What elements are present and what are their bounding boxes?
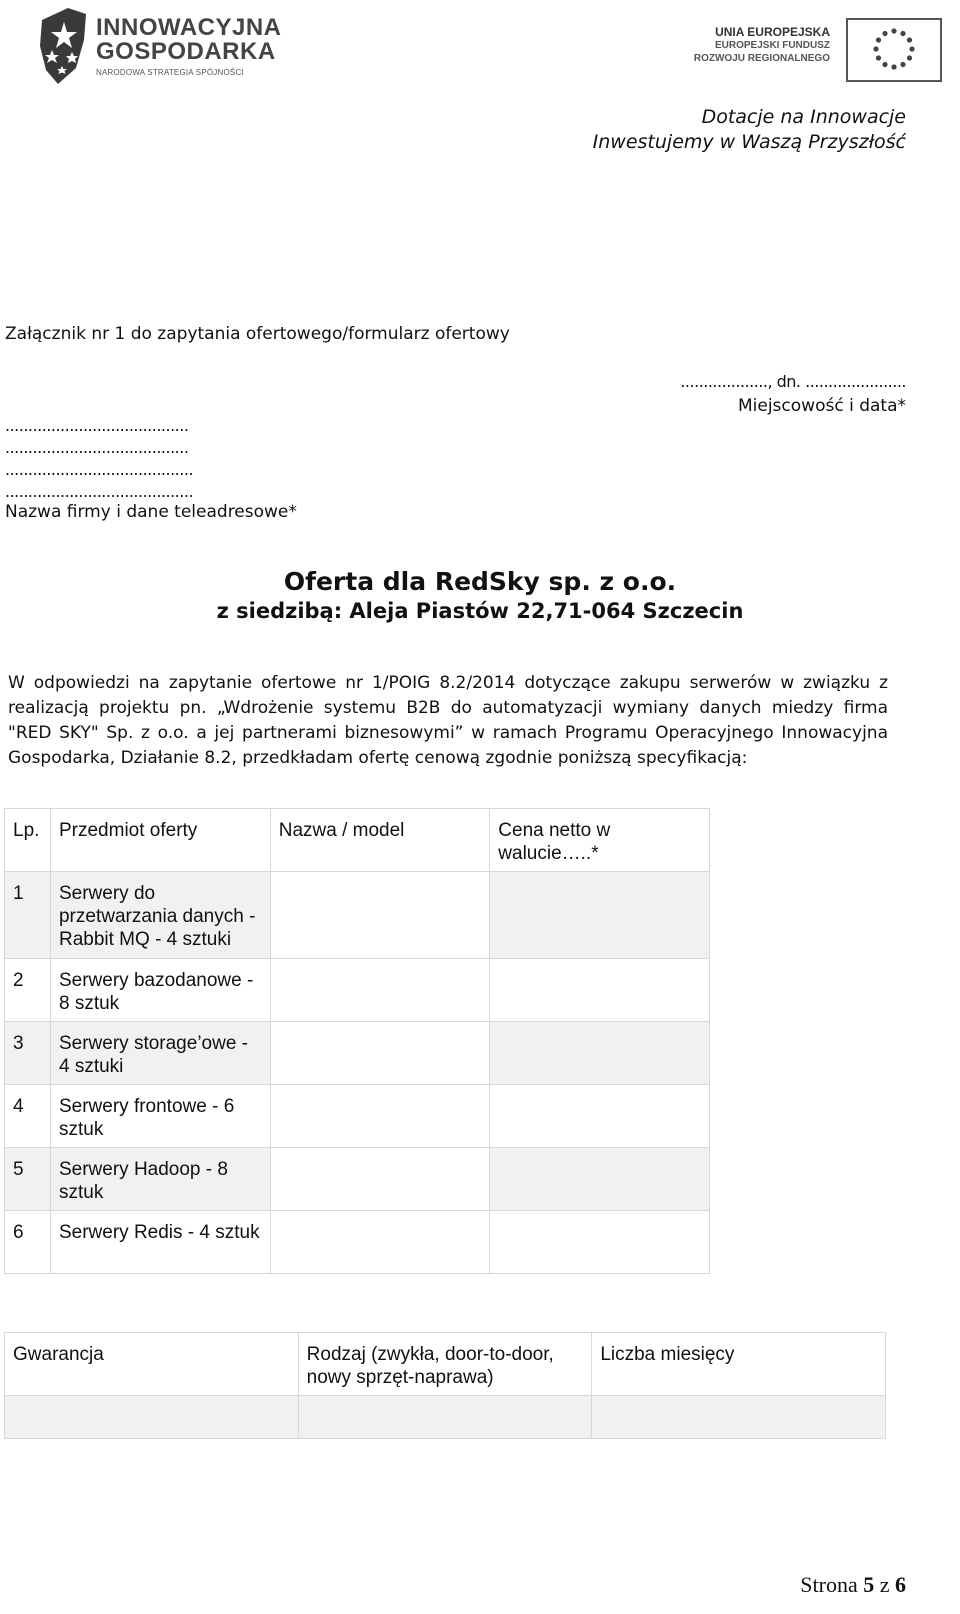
table-row bbox=[5, 1148, 710, 1211]
row-model[interactable] bbox=[270, 1022, 490, 1085]
intro-paragraph bbox=[8, 671, 888, 771]
spec-table bbox=[4, 808, 710, 1274]
intro-line-4: Gospodarka, Działanie 8.2, przedkładam ofertę cenową zgodnie poniższą specyfikacją: bbox=[8, 748, 748, 768]
row-price[interactable] bbox=[490, 1022, 710, 1085]
row-item: Serwery Hadoop - 8 sztuk bbox=[50, 1148, 270, 1211]
row-lp: 5 bbox=[5, 1148, 51, 1211]
row-model[interactable] bbox=[270, 959, 490, 1022]
intro-line-2: realizacją projektu pn. „Wdrożenie systemu B2B do automatyzacji wymiany danych miedzy firma bbox=[8, 698, 888, 718]
row-price[interactable] bbox=[490, 872, 710, 959]
spec-header-row bbox=[5, 809, 710, 872]
table-row bbox=[5, 872, 710, 959]
warranty-type-cell[interactable] bbox=[298, 1396, 592, 1439]
offer-title: Oferta dla RedSky sp. z o.o. bbox=[283, 567, 677, 596]
page-number bbox=[800, 1572, 906, 1598]
logo-left-line2: GOSPODARKA bbox=[96, 38, 276, 65]
warranty-header-row bbox=[5, 1333, 886, 1396]
slogan-line2: Inwestujemy w Waszą Przyszłość bbox=[592, 131, 906, 153]
company-dots-2: ........................................ bbox=[5, 438, 189, 457]
row-model[interactable] bbox=[270, 1211, 490, 1274]
header-type: Rodzaj (zwykła, door-to-door, nowy sprzęt-naprawa) bbox=[298, 1333, 592, 1396]
slogan-line1: Dotacje na Innowacje bbox=[701, 106, 906, 128]
table-row bbox=[5, 1211, 710, 1274]
table-row bbox=[5, 959, 710, 1022]
row-item: Serwery bazodanowe - 8 sztuk bbox=[50, 959, 270, 1022]
header-lp: Lp. bbox=[5, 809, 51, 872]
attachment-title: Załącznik nr 1 do zapytania ofertowego/formularz ofertowy bbox=[5, 324, 510, 344]
page-total: 6 bbox=[895, 1572, 906, 1597]
row-model[interactable] bbox=[270, 1148, 490, 1211]
row-lp: 4 bbox=[5, 1085, 51, 1148]
page-sep: z bbox=[879, 1572, 890, 1597]
page-current: 5 bbox=[863, 1572, 875, 1597]
row-lp: 2 bbox=[5, 959, 51, 1022]
row-price[interactable] bbox=[490, 1085, 710, 1148]
row-price[interactable] bbox=[490, 1211, 710, 1274]
row-price[interactable] bbox=[490, 959, 710, 1022]
row-item: Serwery do przetwarzania danych - Rabbit MQ - 4 sztuki bbox=[50, 872, 270, 959]
logo-right-line1: UNIA EUROPEJSKA bbox=[715, 25, 830, 39]
row-item: Serwery storage’owe - 4 sztuki bbox=[50, 1022, 270, 1085]
innowacyjna-gospodarka-logo bbox=[38, 6, 288, 86]
header-model: Nazwa / model bbox=[270, 809, 490, 872]
table-row bbox=[5, 1085, 710, 1148]
row-item: Serwery Redis - 4 sztuk bbox=[50, 1211, 270, 1274]
company-dots-1: ........................................ bbox=[5, 416, 189, 435]
company-label: Nazwa firmy i dane teleadresowe* bbox=[5, 502, 297, 522]
table-row bbox=[5, 1396, 886, 1439]
offer-subtitle: z siedzibą: Aleja Piastów 22,71-064 Szczecin bbox=[216, 599, 744, 623]
row-item: Serwery frontowe - 6 sztuk bbox=[50, 1085, 270, 1148]
row-model[interactable] bbox=[270, 872, 490, 959]
logo-left-line1: INNOWACYJNA bbox=[96, 14, 282, 41]
star-emblem-icon bbox=[38, 6, 90, 86]
place-date-label: Miejscowość i data* bbox=[737, 396, 906, 416]
row-lp: 6 bbox=[5, 1211, 51, 1274]
logo-left-line3: NARODOWA STRATEGIA SPÓJNOŚCI bbox=[96, 68, 244, 77]
warranty-months-cell[interactable] bbox=[592, 1396, 886, 1439]
logo-right-line2: EUROPEJSKI FUNDUSZ bbox=[714, 40, 830, 51]
intro-line-1: W odpowiedzi na zapytanie ofertowe nr 1/POIG 8.2/2014 dotyczące zakupu serwerów w związku z bbox=[8, 673, 888, 693]
row-lp: 1 bbox=[5, 872, 51, 959]
logo-right-line3: ROZWOJU REGIONALNEGO bbox=[693, 53, 830, 64]
eu-flag-icon bbox=[846, 18, 942, 82]
header-item: Przedmiot oferty bbox=[50, 809, 270, 872]
place-date-fill: ..................., dn. ...................... bbox=[680, 372, 906, 391]
page-label: Strona bbox=[800, 1572, 858, 1597]
warranty-cell[interactable] bbox=[5, 1396, 299, 1439]
row-lp: 3 bbox=[5, 1022, 51, 1085]
warranty-table bbox=[4, 1332, 886, 1439]
table-row bbox=[5, 1022, 710, 1085]
header-price: Cena netto w walucie…..* bbox=[490, 809, 710, 872]
header-months: Liczba miesięcy bbox=[592, 1333, 886, 1396]
header-warranty: Gwarancja bbox=[5, 1333, 299, 1396]
intro-line-3: "RED SKY" Sp. z o.o. a jej partnerami biznesowymi” w ramach Programu Operacyjnego Innowacyjna bbox=[8, 723, 888, 743]
company-dots-4: ......................................... bbox=[5, 482, 194, 501]
row-model[interactable] bbox=[270, 1085, 490, 1148]
unia-europejska-logo bbox=[688, 18, 942, 82]
row-price[interactable] bbox=[490, 1148, 710, 1211]
company-dots-3: ......................................... bbox=[5, 460, 194, 479]
